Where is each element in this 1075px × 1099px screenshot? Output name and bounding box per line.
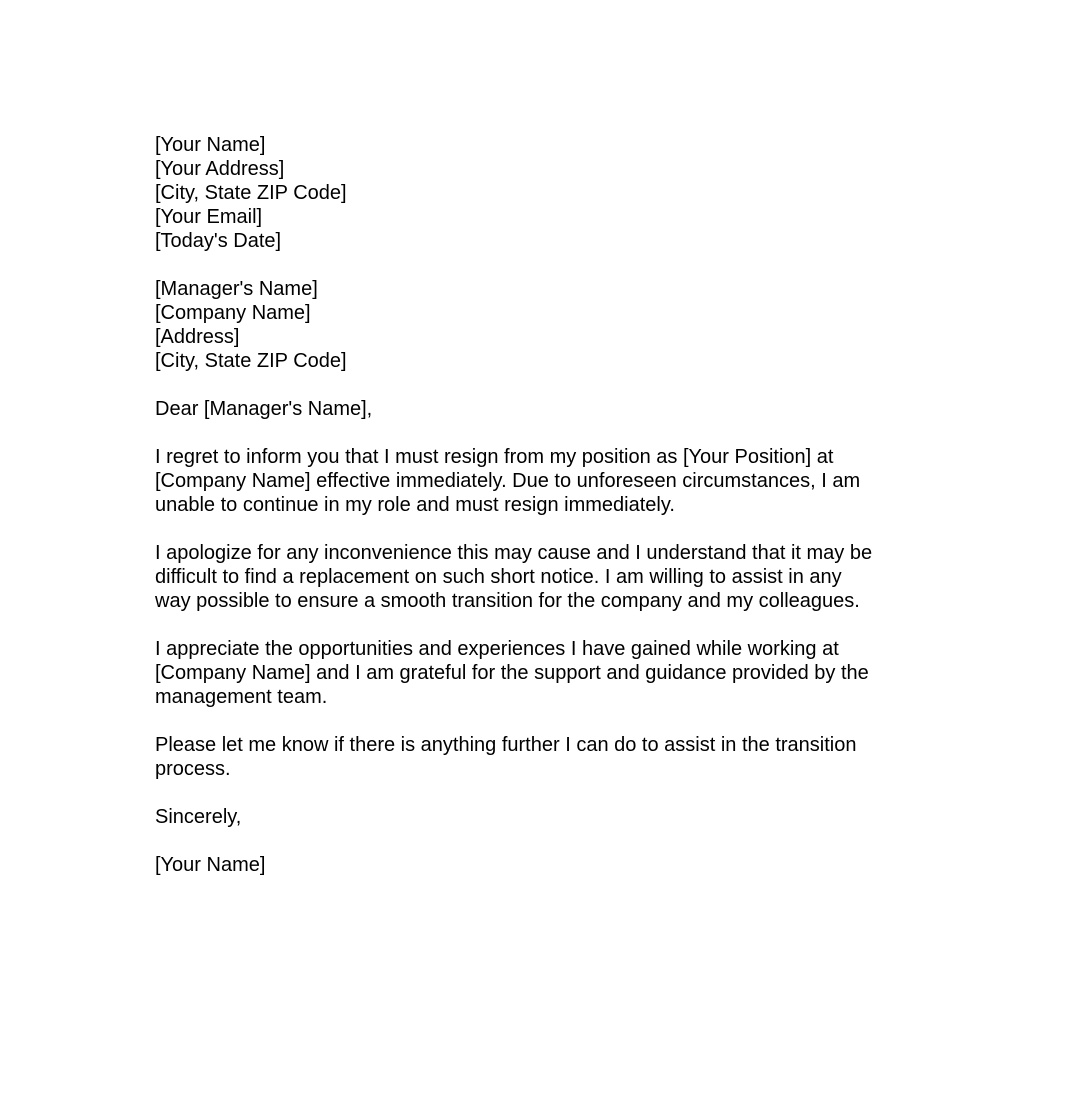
closing: Sincerely, — [155, 806, 242, 828]
body-paragraph-2 — [155, 541, 915, 613]
letter-page — [155, 133, 915, 877]
body-paragraph-1 — [155, 445, 915, 517]
paragraph-line: I apologize for any inconvenience this may cause and I understand that it may be — [155, 542, 873, 564]
paragraph-line: I appreciate the opportunities and experiences I have gained while working at — [155, 638, 839, 660]
spacer — [155, 421, 915, 445]
recipient-company-name: [Company Name] — [155, 302, 311, 324]
paragraph-line: difficult to find a replacement on such short notice. I am willing to assist in any — [155, 566, 842, 588]
spacer — [155, 253, 915, 277]
paragraph-line: Please let me know if there is anything further I can do to assist in the transition — [155, 734, 857, 756]
recipient-block — [155, 277, 915, 373]
signature-name: [Your Name] — [155, 854, 266, 876]
sender-address: [Your Address] — [155, 158, 285, 180]
spacer — [155, 781, 915, 805]
spacer — [155, 373, 915, 397]
body-paragraph-4 — [155, 733, 915, 781]
paragraph-line: management team. — [155, 686, 328, 708]
sender-email: [Your Email] — [155, 206, 263, 228]
paragraph-line: process. — [155, 758, 231, 780]
spacer — [155, 709, 915, 733]
spacer — [155, 829, 915, 853]
paragraph-line: [Company Name] effective immediately. Due to unforeseen circumstances, I am — [155, 470, 861, 492]
sender-block — [155, 133, 915, 253]
recipient-manager-name: [Manager's Name] — [155, 278, 318, 300]
spacer — [155, 613, 915, 637]
letter-date: [Today's Date] — [155, 230, 282, 252]
paragraph-line: unable to continue in my role and must resign immediately. — [155, 494, 675, 516]
paragraph-line: [Company Name] and I am grateful for the support and guidance provided by the — [155, 662, 869, 684]
paragraph-line: I regret to inform you that I must resign from my position as [Your Position] at — [155, 446, 834, 468]
recipient-city-state-zip: [City, State ZIP Code] — [155, 350, 347, 372]
paragraph-line: way possible to ensure a smooth transition for the company and my colleagues. — [155, 590, 860, 612]
sender-name: [Your Name] — [155, 134, 266, 156]
body-paragraph-3 — [155, 637, 915, 709]
salutation: Dear [Manager's Name], — [155, 398, 373, 420]
recipient-address: [Address] — [155, 326, 240, 348]
sender-city-state-zip: [City, State ZIP Code] — [155, 182, 347, 204]
spacer — [155, 517, 915, 541]
